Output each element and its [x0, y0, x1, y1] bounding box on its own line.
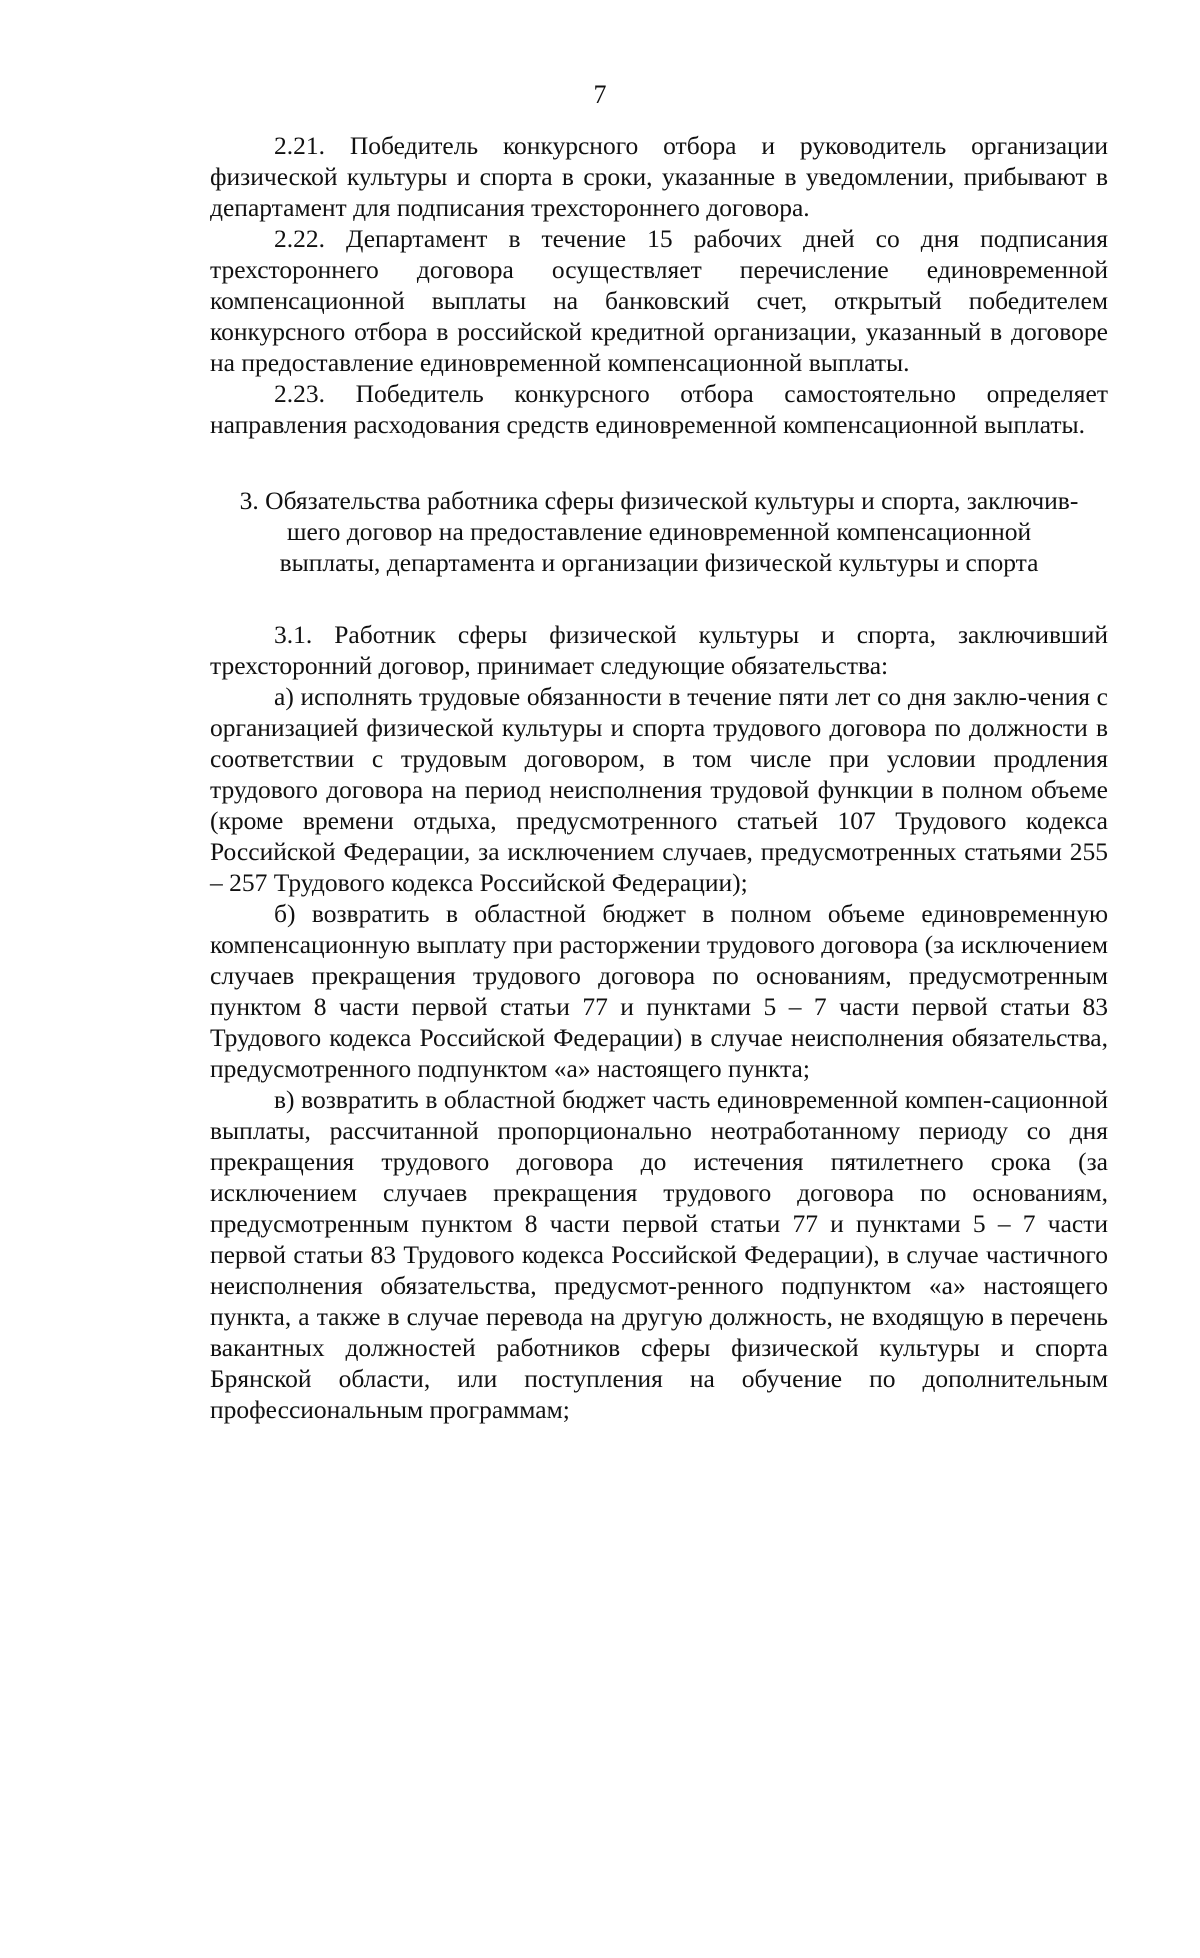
paragraph-3-1: 3.1. Работник сферы физической культуры и спорта, заключивший трехсторонний договор, принимает следующие обязательства:	[210, 620, 1108, 680]
paragraph-2-21: 2.21. Победитель конкурсного отбора и руководитель организации физической культуры и спорта в сроки, указанные в уведомлении, прибывают в департамент для подписания трехстороннего договора.	[210, 131, 1108, 222]
subparagraph-v: в) возвратить в областной бюджет часть единовременной компен-сационной выплаты, рассчитанной пропорционально неотработанному периоду со дня прекращения трудового договора до истечения пятилетнего срока (за исключением случаев прекращения трудового договора по основаниям, предусмотренным пунктом 8 части первой статьи 77 и пунктами 5 – 7 части первой статьи 83 Трудового кодекса Российской Федерации), в случае частичного неисполнения обязательства, предусмот-ренного подпунктом «а» настоящего пункта, а также в случае перевода на другую должность, не входящую в перечень вакантных должностей работников сферы физической культуры и спорта Брянской области, или поступления на обучение по дополнительным профессиональным программам;	[210, 1085, 1108, 1424]
section-heading-line: шего договор на предоставление единовременной компенсационной	[286, 517, 1032, 546]
section-heading-line: выплаты, департамента и организации физической культуры и спорта	[279, 548, 1039, 577]
document-body	[210, 130, 1108, 1425]
subparagraph-b: б) возвратить в областной бюджет в полном объеме единовременную компенсационную выплату при расторжении трудового договора (за исключением случаев прекращения трудового договора по основаниям, предусмотренным пунктом 8 части первой статьи 77 и пунктами 5 – 7 части первой статьи 83 Трудового кодекса Российской Федерации) в случае неисполнения обязательства, предусмотренного подпунктом «а» настоящего пункта;	[210, 899, 1108, 1083]
section-3-heading	[210, 485, 1108, 578]
section-heading-line: 3. Обязательства работника сферы физической культуры и спорта, заключив-	[239, 486, 1079, 515]
page-number: 7	[593, 80, 607, 109]
subparagraph-a: а) исполнять трудовые обязанности в течение пяти лет со дня заклю-чения с организацией физической культуры и спорта трудового договора по должности в соответствии с трудовым договором, в том числе при условии продления трудового договора на период неисполнения трудовой функции в полном объеме (кроме времени отдыха, предусмотренного статьей 107 Трудового кодекса Российской Федерации, за исключением случаев, предусмотренных статьями 255 – 257 Трудового кодекса Российской Федерации);	[210, 682, 1108, 897]
paragraph-2-23: 2.23. Победитель конкурсного отбора самостоятельно определяет направления расходования средств единовременной компенсационной выплаты.	[210, 379, 1108, 439]
paragraph-2-22: 2.22. Департамент в течение 15 рабочих дней со дня подписания трехстороннего договора осуществляет перечисление единовременной компенсационной выплаты на банковский счет, открытый победителем конкурсного отбора в российской кредитной организации, указанный в договоре на предоставление единовременной компенсационной выплаты.	[210, 224, 1108, 377]
